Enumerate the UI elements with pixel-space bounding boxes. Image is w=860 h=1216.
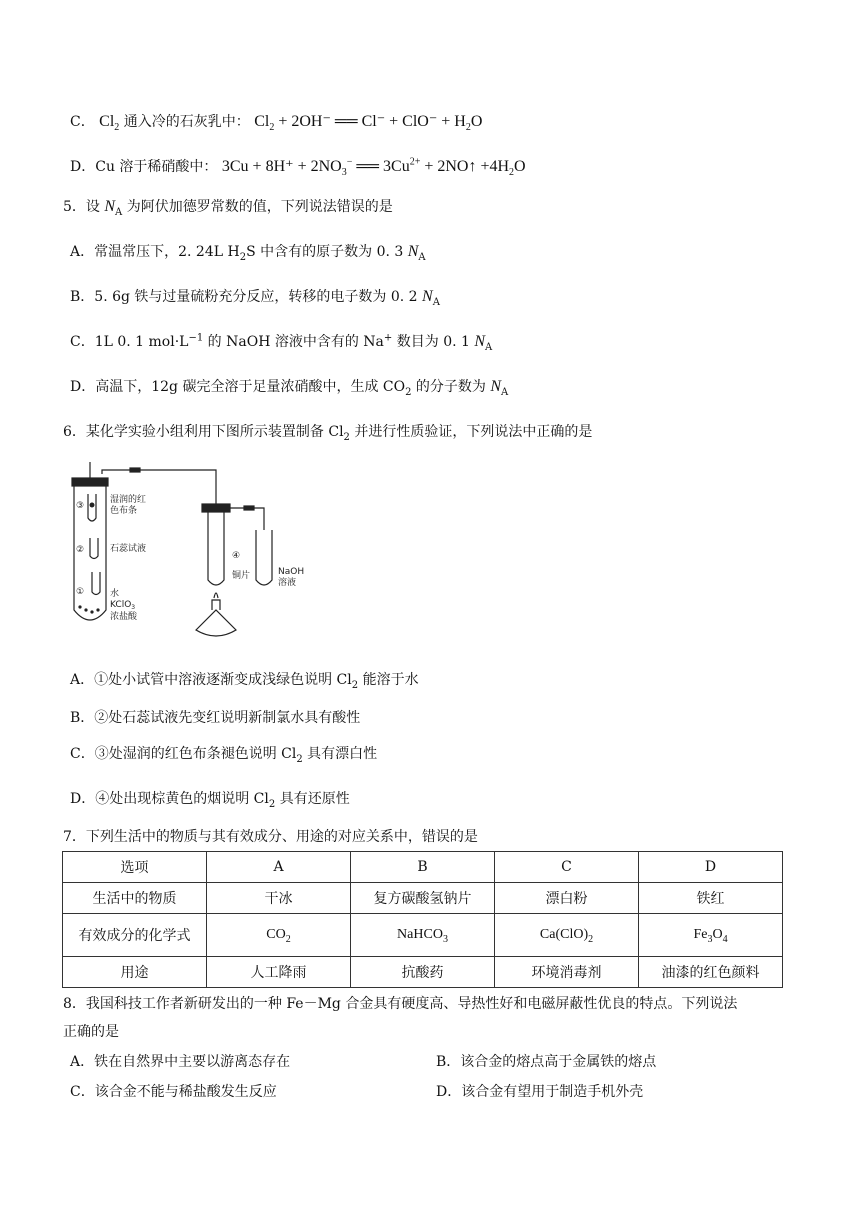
table-cell: C (495, 852, 639, 883)
q5-stem: 5．设 $N_A$ 为阿伏加德罗常数的值，下列说法错误的是 (63, 198, 393, 218)
q6-option-a: A．①处小试管中溶液逐渐变成浅绿色说明 $Cl_2$ 能溶于水 (70, 672, 419, 691)
label-copper: 铜片 (232, 571, 251, 581)
q5-option-d: D．高温下，12g 碳完全溶于足量浓硝酸中，生成 $CO_2$ 的分子数为 $N_A$ (70, 378, 509, 398)
table-cell: 油漆的红色颜料 (639, 957, 783, 988)
q6-option-c: C．③处湿润的红色布条褪色说明 $Cl_2$ 具有漂白性 (70, 746, 378, 765)
label-naoh-2: 溶液 (278, 578, 297, 588)
q8-option-d: D．该合金有望用于制造手机外壳 (436, 1084, 644, 1100)
table-row (63, 883, 783, 914)
q5-option-c: C．1L 0. 1 $mol\cdot L^{-1}$ 的 NaOH 溶液中含有的 Na+ 数目为 0. 1 $N_A$ (70, 332, 493, 353)
q8-stem-line-1: 8．我国科技工作者新研发出的一种 Fe－Mg 合金具有硬度高、导热性好和电磁屏蔽性优良的特点。下列说法 (63, 996, 738, 1012)
table-row (63, 914, 783, 957)
apparatus-figure (66, 460, 326, 660)
table-row (63, 957, 783, 988)
label-naoh-1: NaOH (278, 567, 305, 577)
equation: $Cl_2 + 2OH^-$ ══ $Cl^- + ClO^- + H_2O$ (254, 113, 483, 134)
q5-option-b: B．5. 6g 铁与过量硫粉充分反应，转移的电子数为 0. 2 $N_A$ (70, 288, 440, 308)
table-cell: B (351, 852, 495, 883)
table-cell: 复方碳酸氢钠片 (351, 883, 495, 914)
label-n3: ③ (76, 501, 85, 511)
equation: $3Cu + 8H^+ + 2NO_3^-$ ══ $3Cu^{2+}$ + 2NO↑ $+4H_2O$ (221, 156, 526, 179)
q6-option-b: B．②处石蕊试液先变红说明新制氯水具有酸性 (70, 710, 361, 726)
table-cell: 有效成分的化学式 (63, 914, 207, 957)
table-cell: 漂白粉 (495, 883, 639, 914)
table-cell: 人工降雨 (207, 957, 351, 988)
table-cell: NaHCO$_3$ (351, 914, 495, 957)
table-cell: 选项 (63, 852, 207, 883)
label-cloth-2: 色布条 (110, 506, 138, 516)
table-row (63, 852, 783, 883)
label-cloth-1: 湿润的红 (110, 495, 147, 505)
q6-stem: 6．某化学实验小组利用下图所示装置制备 $Cl_2$ 并进行性质验证，下列说法中正确的是 (63, 424, 593, 443)
q4-option-d: D．Cu 溶于稀硝酸中： $3Cu + 8H^+ + 2NO_3^-$ ══ $3Cu^{2+}$ + 2NO↑ $+4H_2O$ (70, 156, 526, 179)
q6-option-d: D．④处出现棕黄色的烟说明 $Cl_2$ 具有还原性 (70, 791, 350, 810)
q7-table (62, 851, 783, 988)
q7-stem: 7．下列生活中的物质与其有效成分、用途的对应关系中，错误的是 (63, 829, 478, 845)
q8-option-b: B．该合金的熔点高于金属铁的熔点 (436, 1054, 657, 1070)
label-n2: ② (76, 545, 85, 555)
table-cell: A (207, 852, 351, 883)
q8-option-c: C．该合金不能与稀盐酸发生反应 (70, 1084, 277, 1100)
table-cell: 抗酸药 (351, 957, 495, 988)
table-cell: D (639, 852, 783, 883)
table-cell: 生活中的物质 (63, 883, 207, 914)
label-water: 水 (110, 589, 120, 599)
q8-option-a: A．铁在自然界中主要以游离态存在 (70, 1054, 291, 1070)
q4-option-c: C． $Cl_2$ 通入冷的石灰乳中： $Cl_2 + 2OH^-$ ══ $Cl^- + ClO^- + H_2O$ (70, 113, 483, 134)
table-cell: 铁红 (639, 883, 783, 914)
label-kclo3: KClO$_3$ (110, 600, 136, 611)
label-n4: ④ (232, 551, 241, 561)
table-cell: $Fe_3O_4$ (639, 914, 783, 957)
label-hcl: 浓盐酸 (110, 612, 138, 622)
table-cell: 干冰 (207, 883, 351, 914)
table-cell: 环境消毒剂 (495, 957, 639, 988)
label-n1: ① (76, 587, 85, 597)
label-litmus: 石蕊试液 (110, 544, 147, 554)
table-cell: $CO_2$ (207, 914, 351, 957)
table-cell: $Ca(ClO)_2$ (495, 914, 639, 957)
q8-stem-line-2: 正确的是 (63, 1024, 119, 1040)
q5-option-a: A．常温常压下，2. 24L $H_2S$ 中含有的原子数为 0. 3 $N_A$ (70, 243, 426, 263)
table-cell: 用途 (63, 957, 207, 988)
